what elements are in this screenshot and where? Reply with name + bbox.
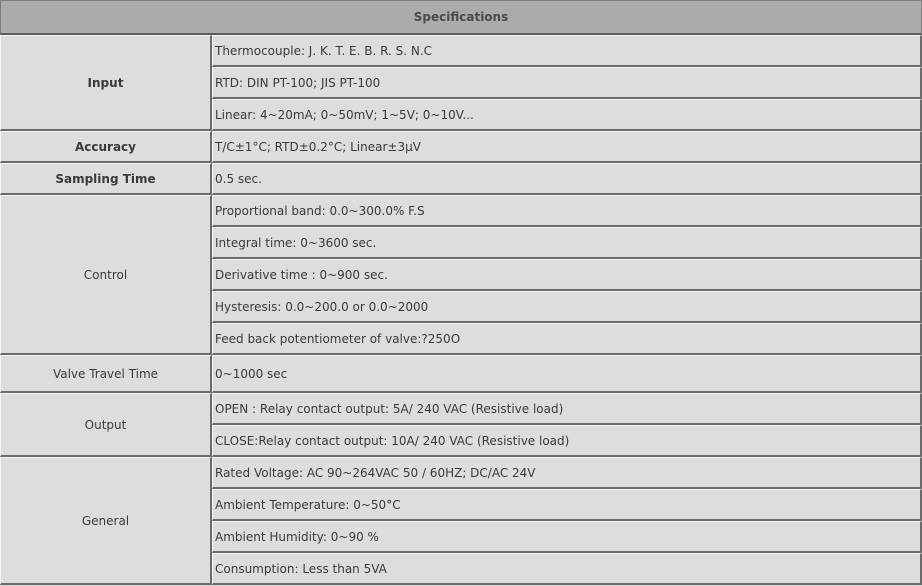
spec-label-general: General: [0, 457, 212, 585]
spec-label-output: Output: [0, 393, 212, 457]
spec-value: Proportional band: 0.0~300.0% F.S: [212, 195, 922, 227]
spec-value: RTD: DIN PT-100; JIS PT-100: [212, 67, 922, 99]
spec-value: OPEN : Relay contact output: 5A/ 240 VAC (Resistive load): [212, 393, 922, 425]
spec-value: Consumption: Less than 5VA: [212, 553, 922, 585]
spec-value: Thermocouple: J. K. T. E. B. R. S. N.C: [212, 35, 922, 67]
table-row: [0, 355, 922, 393]
spec-label-accuracy: Accuracy: [0, 131, 212, 163]
table-row: [0, 457, 922, 489]
spec-value: Linear: 4~20mA; 0~50mV; 1~5V; 0~10V...: [212, 99, 922, 131]
table-body: [0, 35, 922, 585]
spec-label-sampling-time: Sampling Time: [0, 163, 212, 195]
spec-value: 0.5 sec.: [212, 163, 922, 195]
spec-value: Ambient Temperature: 0~50°C: [212, 489, 922, 521]
spec-value: CLOSE:Relay contact output: 10A/ 240 VAC (Resistive load): [212, 425, 922, 457]
table-row: [0, 393, 922, 425]
table-row: [0, 163, 922, 195]
spec-value: Rated Voltage: AC 90~264VAC 50 / 60HZ; DC/AC 24V: [212, 457, 922, 489]
spec-label-control: Control: [0, 195, 212, 355]
table-row: [0, 35, 922, 67]
spec-label-valve-travel-time: Valve Travel Time: [0, 355, 212, 393]
table-row: [0, 195, 922, 227]
spec-value: Derivative time : 0~900 sec.: [212, 259, 922, 291]
spec-label-input: Input: [0, 35, 212, 131]
spec-value: Ambient Humidity: 0~90 %: [212, 521, 922, 553]
spec-value: Feed back potentiometer of valve:?250O: [212, 323, 922, 355]
table-header: Specifications: [0, 0, 922, 35]
spec-value: Integral time: 0~3600 sec.: [212, 227, 922, 259]
table-row: [0, 131, 922, 163]
spec-value: T/C±1°C; RTD±0.2°C; Linear±3μV: [212, 131, 922, 163]
spec-value: 0~1000 sec: [212, 355, 922, 393]
spec-value: Hysteresis: 0.0~200.0 or 0.0~2000: [212, 291, 922, 323]
